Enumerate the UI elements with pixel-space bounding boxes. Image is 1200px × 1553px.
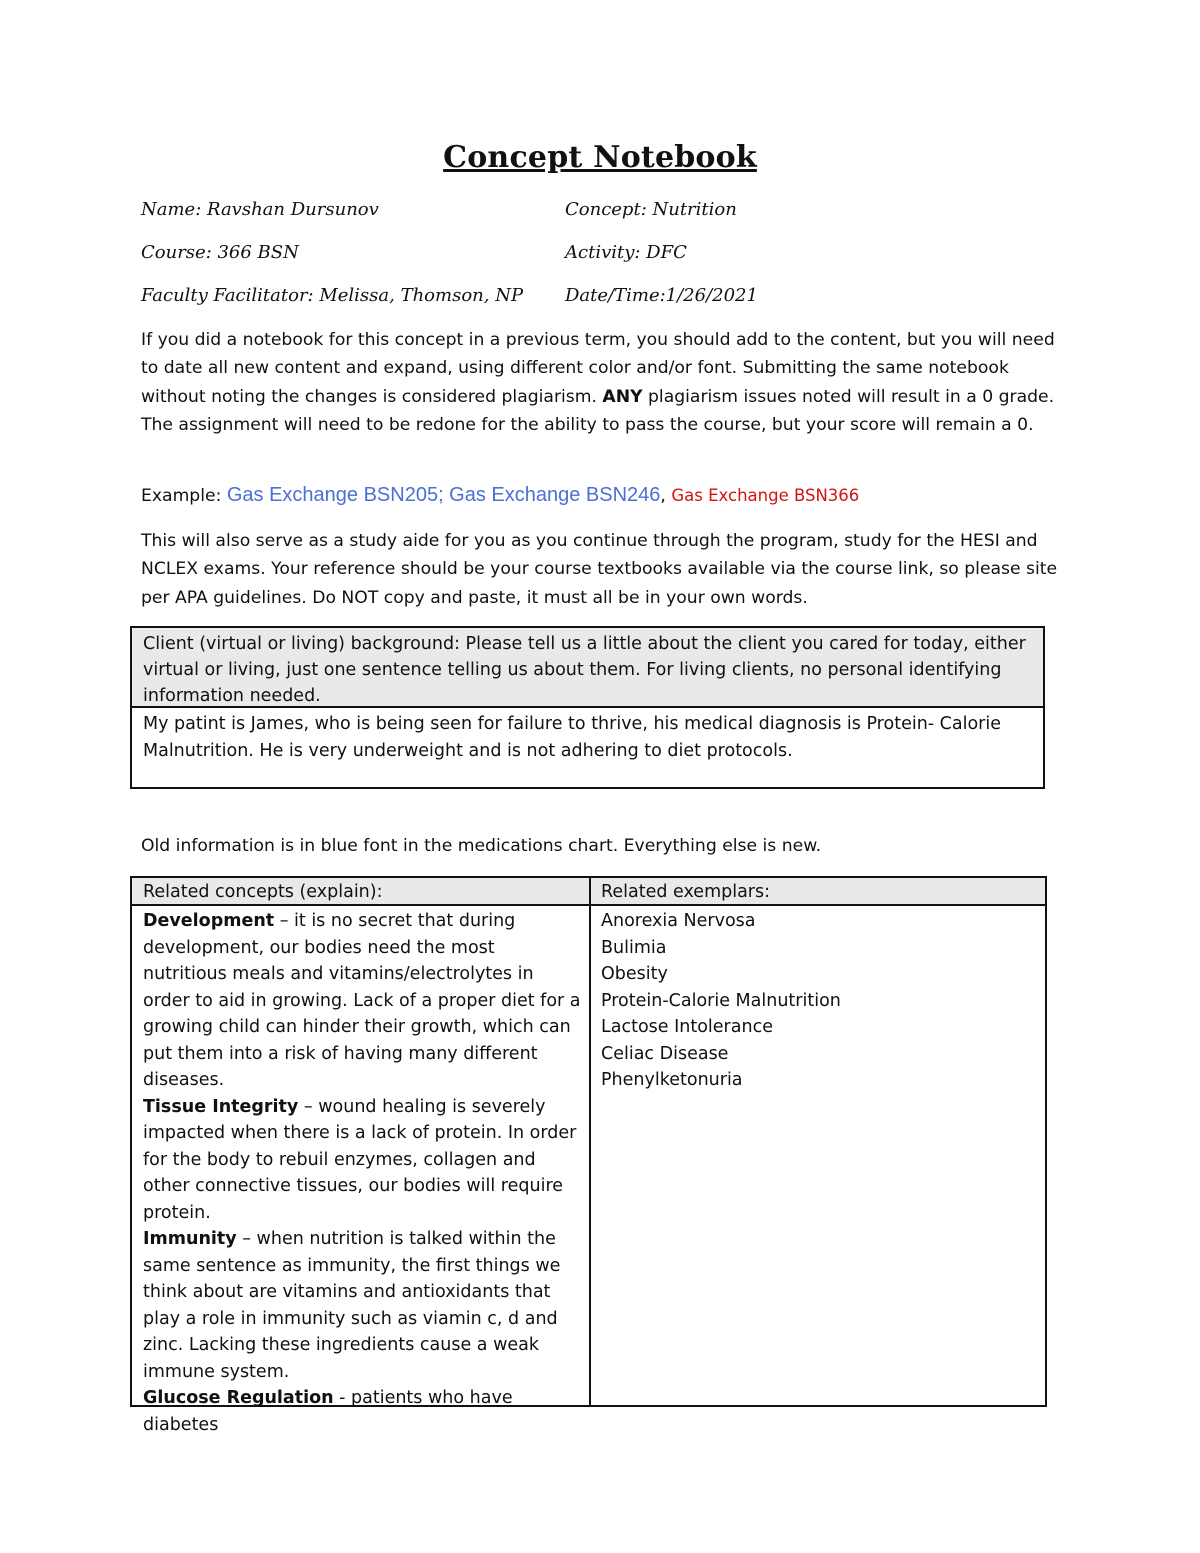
related-concepts-list: [143, 908, 583, 1438]
concept-text: – it is no secret that during development, our bodies need the most nutritious meals and vitamins/electrolytes in order to aid in growing. Lack of a proper diet for a growing child can hinder their growth, which can put them into a risk of having many different diseases.: [143, 911, 581, 1090]
exemplar-item: Obesity: [601, 964, 668, 984]
concept-entry: [143, 1094, 583, 1227]
instructions-any-bold: ANY: [602, 386, 643, 407]
faculty-facilitator: Faculty Facilitator: Melissa, Thomson, NP: [141, 285, 524, 306]
concept-text: – wound healing is severely impacted when there is a lack of protein. In order for the body to rebuil enzymes, collagen and other connective tissues, our bodies will require protein.: [143, 1096, 577, 1223]
study-aide-paragraph: This will also serve as a study aide for you as you continue through the program, study for the HESI and NCLEX exams. Your reference should be your course textbooks available via the course link, so please site per APA guidelines. Do NOT copy and paste, it must all be in your own words.: [141, 531, 1058, 608]
instructions-paragraph: [141, 326, 1071, 440]
instructions-part-1: If you did a notebook for this concept in a previous term, you should add to the content, but you will need to date all new content and expand, using different color and/or font. Submitting the same notebook without noting the changes is considered plagiarism.: [141, 330, 1055, 407]
exemplar-item: Protein-Calorie Malnutrition: [601, 990, 841, 1011]
concept-text: – when nutrition is talked within the same sentence as immunity, the first things we think about are vitamins and antioxidants that play a role in immunity such as viamin c, d and zinc. Lacking these ingredients cause a weak immune system.: [143, 1229, 561, 1382]
example-separator: ,: [660, 486, 672, 506]
exemplar-item: Bulimia: [601, 937, 667, 958]
concept-term: Glucose Regulation: [143, 1388, 334, 1408]
concept-term: Immunity: [143, 1229, 237, 1249]
table-column-divider: [589, 878, 591, 1405]
concept-text: - patients who have diabetes: [143, 1388, 513, 1435]
instructions-part-2: plagiarism issues noted will result in a 0 grade. The assignment will need to be redone for the ability to pass the course, but your score will remain a 0.: [141, 386, 1055, 436]
related-exemplars-header: Related exemplars:: [601, 882, 771, 902]
client-box-header: Client (virtual or living) background: Please tell us a little about the client you cared for today, either virtual or living, just one sentence telling us about them. For living clients, no personal identifying information needed.: [132, 628, 1043, 708]
client-box-body: My patint is James, who is being seen for failure to thrive, his medical diagnosis is Protein- Calorie Malnutrition. He is very underweight and is not adhering to diet protocols.: [143, 714, 1001, 761]
related-exemplars-list: [601, 908, 1031, 1094]
concept-name: Concept: Nutrition: [565, 199, 737, 220]
exemplar-item: Phenylketonuria: [601, 1070, 743, 1090]
exemplar-item: Lactose Intolerance: [601, 1017, 773, 1037]
concept-entry: [143, 1385, 583, 1438]
related-concepts-table: [130, 876, 1047, 1435]
example-old-terms: Gas Exchange BSN205; Gas Exchange BSN246: [226, 484, 661, 506]
related-concepts-header: Related concepts (explain):: [143, 882, 383, 902]
activity-name: Activity: DFC: [565, 242, 687, 263]
concept-entry: [143, 908, 583, 1094]
example-line: [141, 481, 1071, 510]
concept-entry: [143, 1226, 583, 1385]
example-label: Example:: [141, 486, 227, 506]
old-info-note: Old information is in blue font in the medications chart. Everything else is new.: [141, 836, 822, 856]
exemplar-item: Anorexia Nervosa: [601, 911, 756, 931]
exemplar-item: Celiac Disease: [601, 1043, 729, 1064]
example-new-term: Gas Exchange BSN366: [671, 486, 860, 505]
concept-term: Development: [143, 911, 275, 931]
date-time: Date/Time:1/26/2021: [565, 285, 758, 306]
client-background-box: [130, 626, 1045, 789]
concept-term: Tissue Integrity: [143, 1096, 299, 1117]
course-name: Course: 366 BSN: [141, 242, 299, 263]
document-title: Concept Notebook: [443, 140, 757, 175]
student-name: Name: Ravshan Dursunov: [141, 199, 379, 220]
